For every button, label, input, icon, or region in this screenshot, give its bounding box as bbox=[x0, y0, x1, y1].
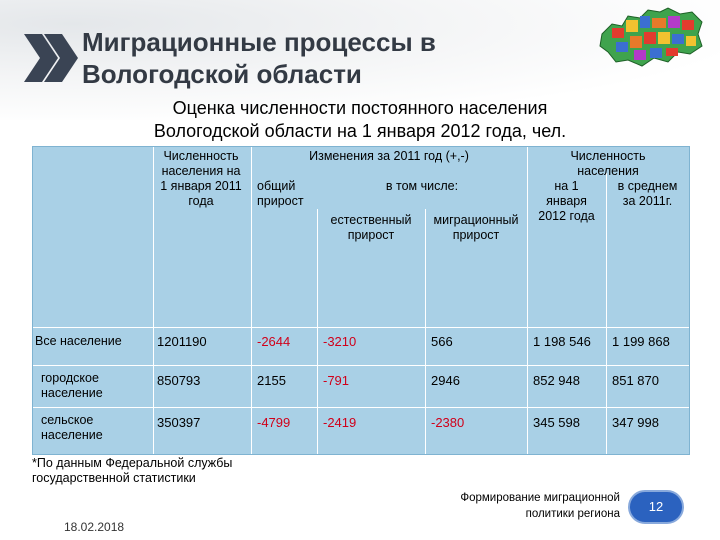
header-text: на 1 bbox=[554, 179, 579, 193]
header-text: естественный bbox=[330, 213, 412, 227]
double-chevron-icon bbox=[22, 30, 80, 86]
source-footnote bbox=[32, 456, 232, 486]
pop-start-value: 850793 bbox=[157, 373, 201, 388]
natural-growth-value: -2419 bbox=[323, 415, 357, 430]
pop-start-value: 1201190 bbox=[157, 334, 207, 349]
natural-growth-value: -3210 bbox=[323, 334, 357, 349]
slide-title-line2: Вологодской области bbox=[82, 59, 362, 89]
header-text: прирост bbox=[347, 228, 395, 242]
header-text: общий bbox=[257, 179, 296, 193]
jan1-value: 1 198 546 bbox=[533, 334, 591, 349]
col-divider bbox=[317, 209, 318, 454]
pop-start-value: 350397 bbox=[157, 415, 201, 430]
header-changes: Изменения за 2011 год (+,-) bbox=[309, 149, 469, 163]
slide-title bbox=[82, 26, 436, 90]
row-label: Все население bbox=[35, 334, 122, 348]
header-text: за 2011г. bbox=[622, 194, 673, 208]
jan1-value: 345 598 bbox=[533, 415, 580, 430]
header-pop-start bbox=[147, 149, 255, 209]
table-caption-line1: Оценка численности постоянного населения bbox=[172, 98, 548, 118]
header-text: 2012 года bbox=[538, 209, 595, 223]
row-label bbox=[41, 413, 151, 443]
header-text: прирост bbox=[257, 194, 304, 208]
header-text: января bbox=[546, 194, 587, 208]
population-table bbox=[32, 146, 690, 455]
migration-growth-value: 566 bbox=[431, 334, 453, 349]
row-divider bbox=[33, 407, 689, 408]
header-pop-end bbox=[527, 149, 689, 179]
average-value: 1 199 868 bbox=[612, 334, 670, 349]
header-including: в том числе: bbox=[385, 179, 459, 193]
header-text: Численность bbox=[163, 149, 239, 163]
row-label bbox=[41, 371, 151, 401]
row-divider bbox=[33, 365, 689, 366]
header-natural-growth bbox=[317, 213, 425, 243]
header-text: прирост bbox=[452, 228, 500, 242]
average-value: 347 998 bbox=[612, 415, 659, 430]
row-label-text: население bbox=[41, 428, 103, 442]
vologda-region-map-icon bbox=[598, 4, 706, 70]
total-growth-value: -4799 bbox=[257, 415, 291, 430]
slide-date: 18.02.2018 bbox=[64, 520, 125, 534]
header-jan1-2012 bbox=[527, 179, 606, 224]
header-text: 1 января 2011 bbox=[160, 179, 242, 193]
header-migration-growth bbox=[425, 213, 527, 243]
footer-caption bbox=[430, 490, 620, 522]
header-text: в среднем bbox=[617, 179, 678, 193]
row-divider bbox=[33, 327, 689, 328]
slide-title-line1: Миграционные процессы в bbox=[82, 27, 436, 57]
row-label-text: население bbox=[41, 386, 103, 400]
footnote-line2: государственной статистики bbox=[32, 471, 196, 485]
migration-growth-value: 2946 bbox=[431, 373, 460, 388]
row-label-text: сельское bbox=[41, 413, 94, 427]
total-growth-value: -2644 bbox=[257, 334, 291, 349]
footer-line1: Формирование миграционной bbox=[460, 492, 620, 504]
header-text: населения bbox=[577, 164, 639, 178]
natural-growth-value: -791 bbox=[323, 373, 350, 388]
header-text: года bbox=[188, 194, 214, 208]
row-label-text: городское bbox=[41, 371, 99, 385]
header-text: населения на bbox=[161, 164, 241, 178]
table-caption-line2: Вологодской области на 1 января 2012 года, чел. bbox=[153, 121, 567, 141]
col-divider bbox=[425, 209, 426, 454]
col-divider bbox=[606, 173, 607, 454]
jan1-value: 852 948 bbox=[533, 373, 580, 388]
average-value: 851 870 bbox=[612, 373, 659, 388]
footer-line2: политики региона bbox=[525, 508, 620, 520]
footnote-line1: *По данным Федеральной службы bbox=[32, 456, 233, 470]
header-text: миграционный bbox=[433, 213, 519, 227]
total-growth-value: 2155 bbox=[257, 373, 286, 388]
header-text: Численность bbox=[570, 149, 646, 163]
migration-growth-value: -2380 bbox=[431, 415, 465, 430]
header-average-2011 bbox=[606, 179, 689, 209]
page-number-badge: 12 bbox=[628, 490, 684, 524]
